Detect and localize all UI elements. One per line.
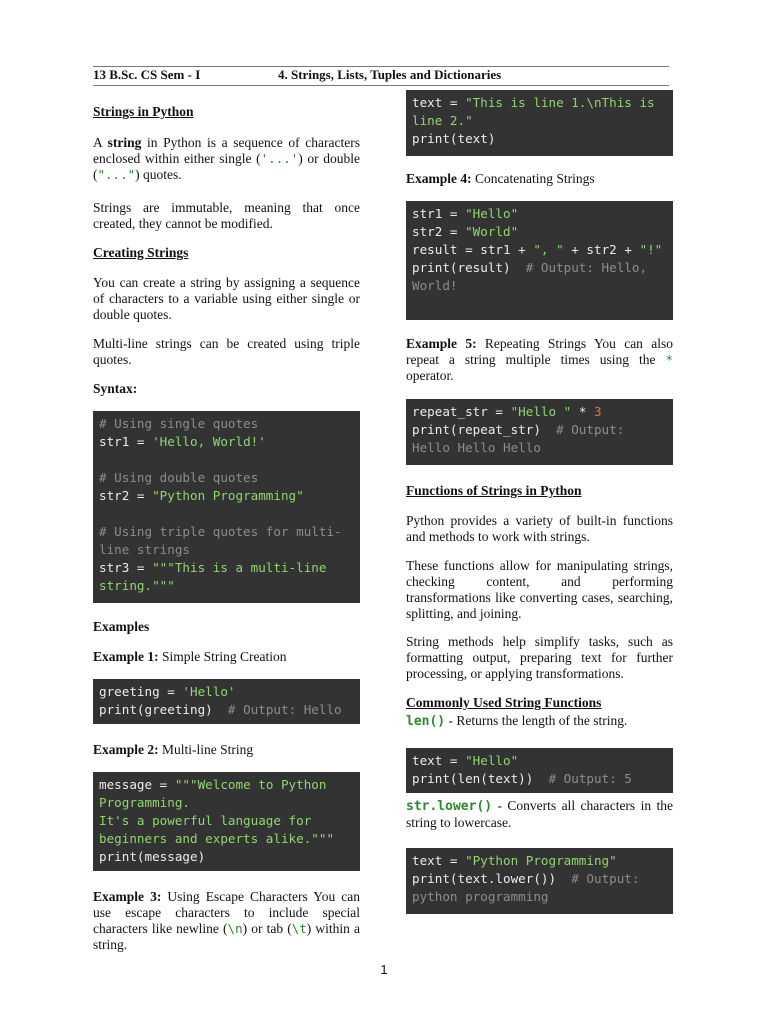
functions-paragraph-3: String methods help simplify tasks, such as formatting output, preparing text for further processing, or applying transformations. [406, 634, 673, 681]
creating-strings-paragraph: You can create a string by assigning a sequence of characters to a variable using either single or double quotes. [93, 275, 360, 322]
functions-paragraph-2: These functions allow for manipulating strings, checking content, and performing transformations like converting cases, searching, splitting, and joining. [406, 558, 673, 621]
heading-strings-in-python: Strings in Python [93, 104, 194, 119]
len-code-block: text = "Hello" print(len(text)) # Output: 5 [406, 748, 673, 793]
heading-functions-of-strings: Functions of Strings in Python [406, 483, 582, 498]
course-label: 13 B.Sc. CS Sem - I [93, 67, 201, 82]
functions-paragraph-1: Python provides a variety of built-in functions and methods to work with strings. [406, 513, 673, 544]
example3-code-block: text = "This is line 1.\nThis is line 2." print(text) [406, 90, 673, 156]
syntax-code-block: # Using single quotes str1 = 'Hello, World!' # Using double quotes str2 = "Python Programming" # Using triple quotes for multi-line strings str3 = """This is a multi-line string.""" [93, 411, 360, 603]
page-header [93, 66, 669, 86]
multiline-paragraph: Multi-line strings can be created using triple quotes. [93, 336, 360, 367]
example1-caption: Example 1: Simple String Creation [93, 649, 287, 664]
chapter-title: 4. Strings, Lists, Tuples and Dictionaries [278, 67, 502, 82]
example5-code-block: repeat_str = "Hello " * 3 print(repeat_str) # Output: Hello Hello Hello [406, 399, 673, 465]
example2-code-block: message = """Welcome to Python Programming. It's a powerful language for beginners and experts alike.""" print(message) [93, 772, 360, 871]
examples-label: Examples [93, 619, 150, 634]
example1-code-block: greeting = 'Hello' print(greeting) # Output: Hello [93, 679, 360, 724]
page-number: 1 [380, 962, 388, 977]
heading-creating-strings: Creating Strings [93, 245, 189, 260]
example5-caption: Example 5: Repeating Strings You can also repeat a string multiple times using the * operator. [406, 336, 673, 383]
immutable-paragraph: Strings are immutable, meaning that once created, they cannot be modified. [93, 200, 360, 231]
lower-description: str.lower() - Converts all characters in the string to lowercase. [406, 798, 673, 830]
example2-caption: Example 2: Multi-line String [93, 742, 254, 757]
lower-code-block: text = "Python Programming" print(text.lower()) # Output: python programming [406, 848, 673, 914]
example3-caption: Example 3: Using Escape Characters You can use escape characters to include special characters like newline (\n) or tab (\t) within a string. [93, 889, 361, 952]
header-bottom-rule [93, 85, 669, 86]
example4-caption: Example 4: Concatenating Strings [406, 171, 595, 186]
syntax-label: Syntax: [93, 381, 138, 396]
strings-intro-paragraph: A string in Python is a sequence of characters enclosed within either single ('...') or double ("...") quotes. [93, 135, 360, 182]
len-description: len() - Returns the length of the string. [406, 713, 628, 729]
heading-common-string-functions: Commonly Used String Functions [406, 695, 602, 710]
example4-code-block: str1 = "Hello" str2 = "World" result = str1 + ", " + str2 + "!" print(result) # Output: Hello, World! [406, 201, 673, 320]
